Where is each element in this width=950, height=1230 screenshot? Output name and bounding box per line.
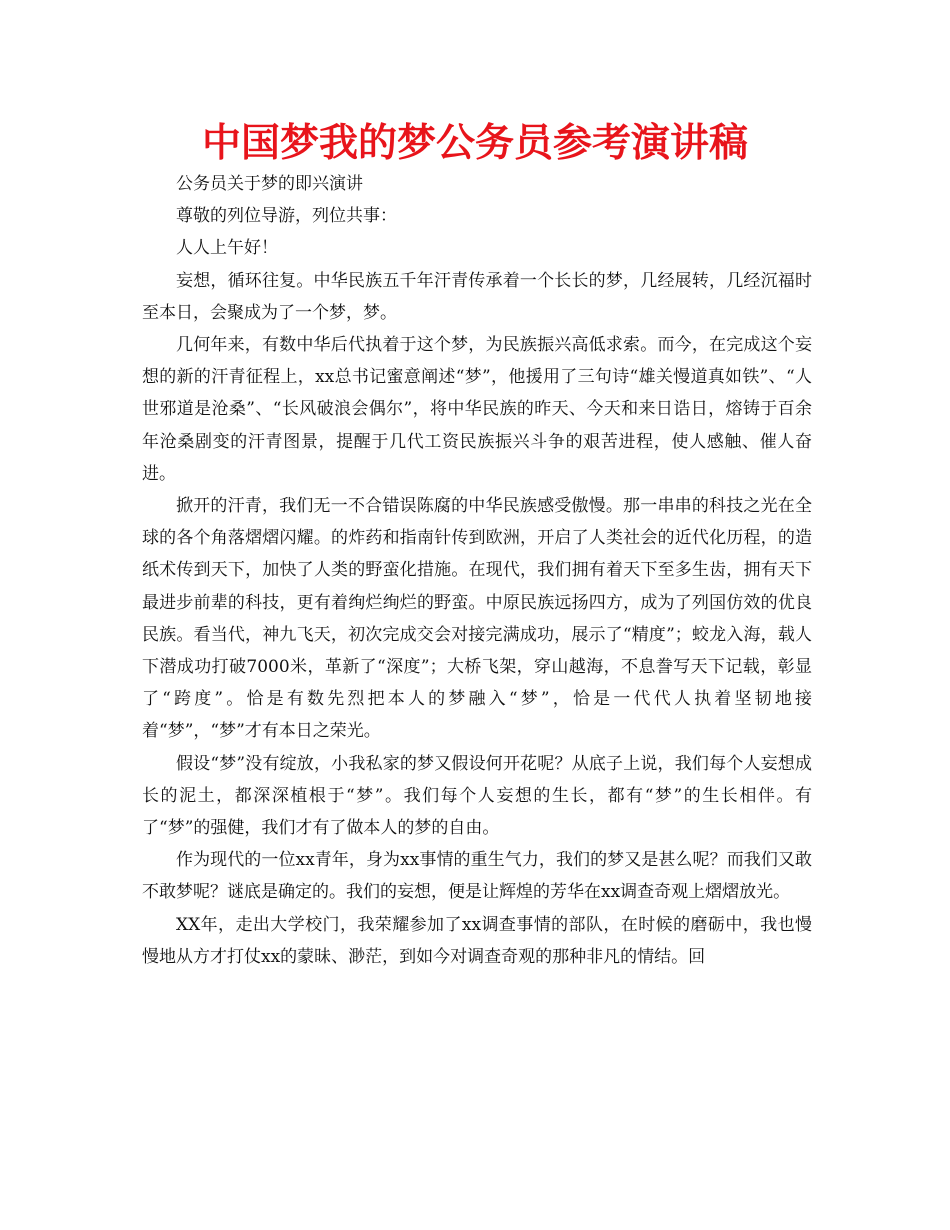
subtitle-paragraph: 公务员关于梦的即兴演讲 <box>176 174 363 194</box>
body-paragraph: 妄想，循环往复。中华民族五千年汗青传承着一个长长的梦，几经展转，几经沉福时至本日，会聚成为了一个梦，梦。 <box>142 270 812 323</box>
body-paragraph: XX年，走出大学校门，我荣耀参加了xx调查事情的部队，在时候的磨砺中，我也慢慢地从方才打仗xx的蒙昧、渺茫，到如今对调查奇观的那种非凡的情结。回 <box>142 914 812 967</box>
document-title: 中国梦我的梦公务员参考演讲稿 <box>201 121 748 166</box>
body-paragraph: 假设“梦”没有绽放，小我私家的梦又假设何开花呢？从底子上说，我们每个人妄想成长的泥土，都深深植根于“梦”。我们每个人妄想的生长，都有“梦”的生长相伴。有了“梦”的强健，我们才有了做本人的梦的自由。 <box>142 753 812 839</box>
body-paragraph: 掀开的汗青，我们无一不合错误陈腐的中华民族感受傲慢。那一串串的科技之光在全球的各个角落熠熠闪耀。的炸药和指南针传到欧洲，开启了人类社会的近代化历程，的造纸术传到天下，加快了人类的野蛮化措施。在现代，我们拥有着天下至多生齿，拥有天下最进步前辈的科技，更有着绚烂绚烂的野蛮。中原民族远扬四方，成为了列国仿效的优良民族。看当代，神九飞天，初次完成交会对接完满成功，展示了“精度”；蛟龙入海，载人下潜成功打破7000米，革新了“深度”；大桥飞架，穿山越海，不息誊写天下记载，彰显了“跨度”。恰是有数先烈把本人的梦融入“梦”，恰是一代代人执着坚韧地接着“梦”，“梦”才有本日之荣光。 <box>142 496 812 742</box>
greeting-paragraph: 人人上午好！ <box>176 238 278 259</box>
document-body <box>142 168 812 973</box>
body-paragraph: 几何年来，有数中华后代执着于这个梦，为民族振兴高低求索。而今，在完成这个妄想的新的汗青征程上，xx总书记蜜意阐述“梦”，他援用了三句诗“雄关慢道真如铁”、“人世邪道是沧桑”、“长风破浪会偶尔”，将中华民族的昨天、今天和来日诰日，熔铸于百余年沧桑剧变的汗青图景，提醒于几代工资民族振兴斗争的艰苦进程，使人感触、催人奋进。 <box>142 335 812 484</box>
salutation-paragraph: 尊敬的列位导游，列位共事： <box>176 206 397 227</box>
body-paragraph: 作为现代的一位xx青年，身为xx事情的重生气力，我们的梦又是甚么呢？而我们又敢不敢梦呢？谜底是确定的。我们的妄想，便是让辉煌的芳华在xx调查奇观上熠熠放光。 <box>142 850 812 903</box>
